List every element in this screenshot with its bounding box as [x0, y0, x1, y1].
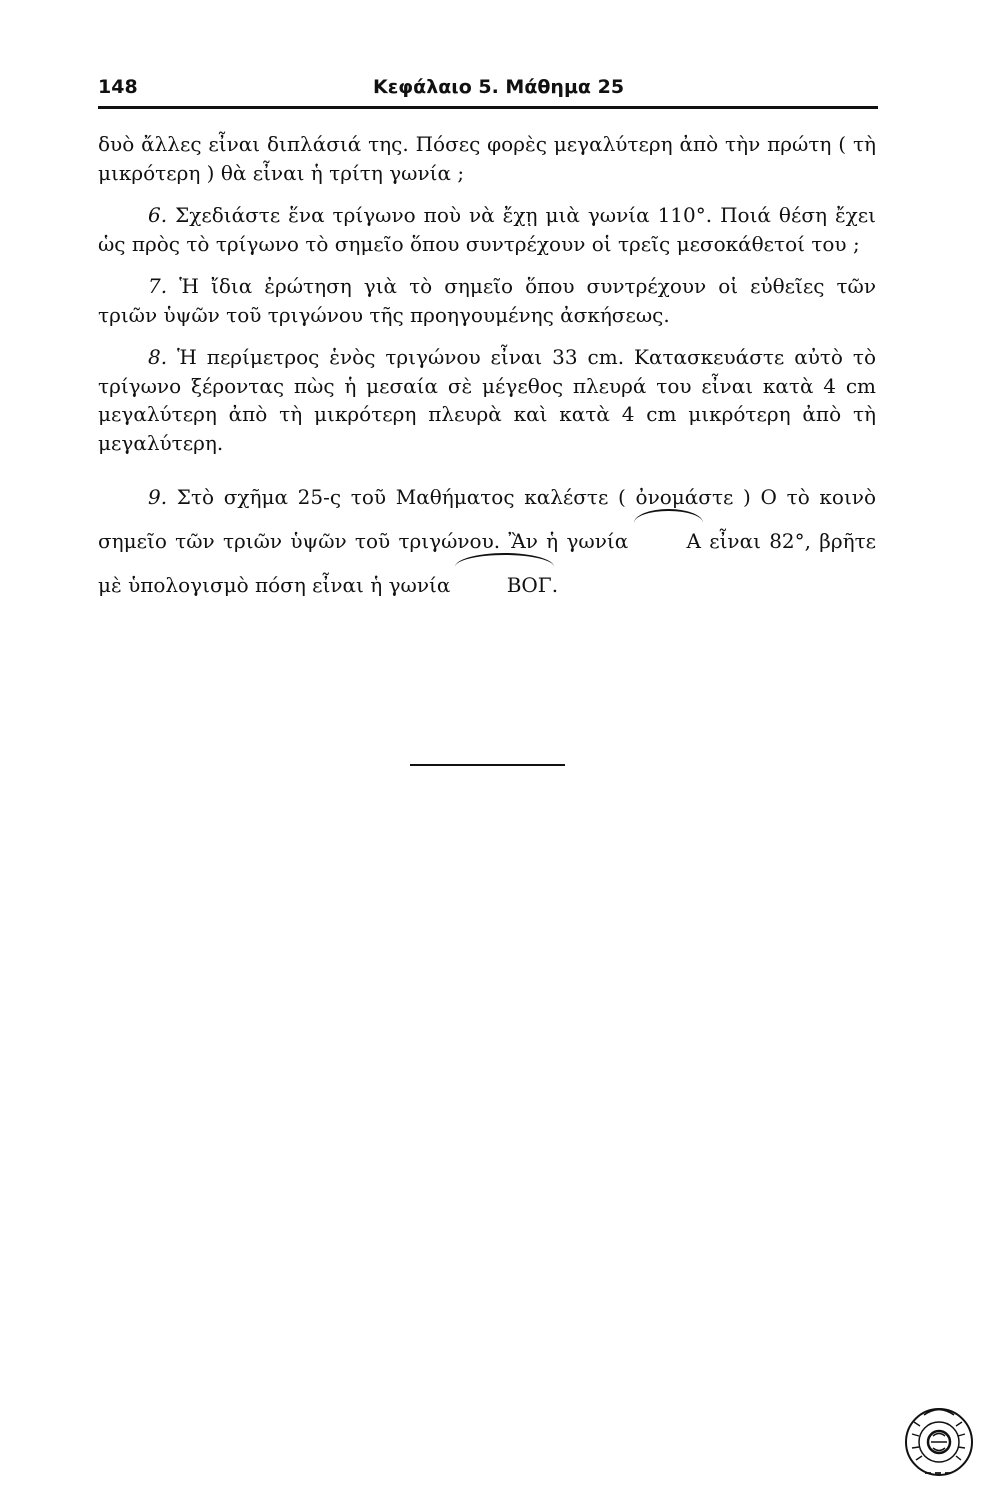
exercise-number: 8. — [148, 345, 168, 369]
exercise-9 — [98, 475, 876, 607]
exercise-6 — [98, 201, 876, 258]
page-number: 148 — [98, 76, 138, 98]
end-rule — [410, 764, 565, 766]
page-body — [98, 130, 876, 621]
exercise-text: Ἡ περίμετρος ἑνὸς τριγώνου εἶναι 33 cm. Κατασκευάστε αὐτὸ τὸ τρίγωνο ξέροντας πὼς ἡ μεσαία σὲ μέγεθος πλευρά του εἶναι κατὰ 4 cm μεγαλύτερη ἀπὸ τὴ μικρότερη πλευρὰ καὶ κατὰ 4 cm μικρότερη ἀπὸ τὴ μεγαλύτερη. — [98, 345, 876, 455]
exercise-text-part3: . — [551, 573, 559, 597]
exercise-text: Ἡ ἴδια ἐρώτηση γιὰ τὸ σημεῖο ὅπου συντρέχουν οἱ εὐθεῖες τῶν τριῶν ὑψῶν τοῦ τριγώνου τῆς προηγουμένης ἀσκήσεως. — [98, 274, 876, 327]
foundation-seal-icon — [900, 1382, 978, 1488]
exercise-number: 9. — [148, 485, 168, 509]
exercise-7 — [98, 272, 876, 329]
paragraph-continuation — [98, 130, 876, 187]
exercise-text-part2: εἶναι 82°, βρῆτε μὲ ὑπολογισμὸ πόση εἶναι ἡ γωνία — [98, 529, 876, 597]
exercise-number: 7. — [148, 274, 168, 298]
paragraph-text: δυὸ ἄλλες εἶναι διπλάσιά της. Πόσες φορὲς μεγαλύτερη ἀπὸ τὴν πρώτη ( τὴ μικρότερη ) θὰ εἶναι ἡ τρίτη γωνία ; — [98, 132, 876, 185]
exercise-number: 6. — [148, 203, 168, 227]
angle-a-symbol: Α — [636, 519, 700, 563]
exercise-text-part1: Στὸ σχῆμα 25-ς τοῦ Μαθήματος καλέστε ( ὀνομάστε ) Ο τὸ κοινὸ σημεῖο τῶν τριῶν ὑψῶν τοῦ τριγώνου. Ἂν ἡ γωνία — [98, 485, 877, 553]
foundation-stamp — [900, 1382, 978, 1488]
exercise-text: Σχεδιάστε ἕνα τρίγωνο ποὺ νὰ ἔχῃ μιὰ γωνία 110°. Ποιά θέση ἔχει ὡς πρὸς τὸ τρίγωνο τὸ σημεῖο ὅπου συντρέχουν οἱ τρεῖς μεσοκάθετοί του ; — [98, 203, 877, 256]
page-header — [98, 76, 878, 106]
exercise-8 — [98, 343, 876, 457]
running-head: Κεφάλαιο 5. Μάθημα 25 — [373, 76, 625, 98]
header-rule — [98, 106, 878, 109]
angle-bog-symbol: ΒΟΓ — [457, 563, 552, 607]
